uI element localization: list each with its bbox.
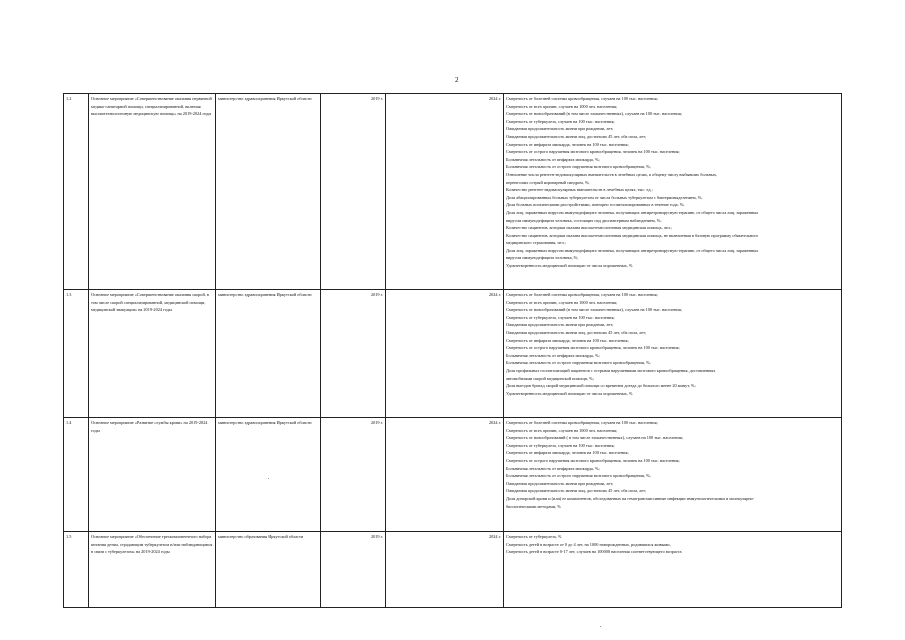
indicator-line: вирусом иммунодефицита человека, состоящих под диспансерным наблюдением, %; [506, 217, 662, 223]
end-year: 2024 г. [386, 94, 504, 290]
indicator-line: Смертность от туберкулеза, случаев на 100 тыс. населения; [506, 442, 615, 448]
indicator-line: Смертность от острого нарушения мозгового кровообращения, человек на 100 тыс. населения; [506, 345, 680, 351]
indicator-line: Больничная летальность от острого нарушения мозгового кровообращения, %; [506, 164, 651, 170]
indicator-line: Смертность детей в возрасте 0-17 лет, случаев на 100000 населения соответствующего возраста [506, 549, 682, 555]
row-number: 1.3 [64, 290, 89, 418]
table-row [64, 290, 842, 418]
row-number: 1.5 [64, 532, 89, 608]
table-row [64, 532, 842, 608]
indicator-line: Удовлетворенность медицинской помощью от числа опрошенных, % [506, 390, 633, 396]
measure-name: Основное мероприятие «Совершенствование оказания первичной медико-санитарной помощи, специализированной, включая высокотехнологичную медицинскую помощь» на 2019-2024 годы [89, 94, 216, 290]
indicator-line: Смертность от болезней системы кровообращения, случаев на 100 тыс. населения; [506, 292, 658, 297]
indicators-cell [504, 532, 842, 608]
indicator-line: Ожидаемая продолжительность жизни при рождении, лет; [506, 126, 614, 132]
indicator-line: Доля профильных госпитализаций пациентов с острыми нарушениями мозгового кровообращения, доставленных [506, 367, 716, 373]
indicator-line: Доля лиц, зараженных вирусом иммунодефицита человека, получающих антиретровирусную терапию, от общего числа лиц, зараженных [506, 247, 759, 253]
indicator-line: Смертность от туберкулеза, случаев на 100 тыс. населения; [506, 118, 615, 124]
indicator-line: Доля донорской крови и (или) ее компонентов, обследованных на гемотрансмиссивные инфекции иммунологическими и молекулярно- [506, 495, 755, 501]
indicator-line: Больничная летальность от острого нарушения мозгового кровообращения, %; [506, 473, 651, 479]
end-year: 2024 г. [386, 418, 504, 532]
measure-name: Основное мероприятие «Развитие службы крови» на 2019-2024 годы [89, 418, 216, 532]
indicator-line: Больничная летальность от инфаркта миокарда, %; [506, 465, 600, 471]
indicator-line: Удовлетворенность медицинской помощью от числа опрошенных, % [506, 263, 633, 269]
indicator-line: Смертность от острого нарушения мозгового кровообращения, человек на 100 тыс. населения; [506, 457, 680, 463]
indicator-line: Смертность от болезней системы кровообращения, случаев на 100 тыс. населения; [506, 420, 658, 425]
indicator-line: Доля лиц, зараженных вирусом иммунодефицита человека, получающих антиретровирусную терапию, от общего числа лиц, зараженных [506, 209, 759, 215]
responsible-executor: министерство здравоохранения Иркутской области [216, 94, 321, 290]
start-year: 2019 г. [321, 94, 386, 290]
indicator-line: перенесших острый коронарный синдром, %; [506, 179, 590, 185]
row-number: 1.4 [64, 418, 89, 532]
indicator-line: Смертность от новообразований (в том числе злокачественных), случаев на 100 тыс. населения; [506, 111, 682, 117]
indicator-line: биологическими методами, % [506, 503, 561, 509]
indicator-line: Доля больных психическими расстройствами, повторно госпитализированных в течение года, %; [506, 202, 685, 208]
indicator-line: Ожидаемая продолжительность жизни лиц, достигших 45 лет, оба пола, лет; [506, 488, 647, 494]
measure-name: Основное мероприятие «Совершенствование оказания скорой, в том числе скорой специализированной, медицинской помощи, медицинской эвакуации» на 2019-2024 годы [89, 290, 216, 418]
indicators-cell [504, 418, 842, 532]
indicator-line: медицинского страхования, чел.; [506, 240, 566, 246]
indicator-line: вирусом иммунодефицита человека, %; [506, 255, 579, 261]
indicator-line: Смертность от инфаркта миокарда, человек на 100 тыс. населения; [506, 450, 629, 456]
indicators-cell [504, 94, 842, 290]
indicator-line: Ожидаемая продолжительность жизни при рождении, лет; [506, 322, 614, 328]
responsible-executor: министерство здравоохранения Иркутской области [216, 290, 321, 418]
measures-table [63, 93, 842, 608]
indicator-line: Смертность детей в возрасте от 0 до 4 лет, на 1000 новорожденных, родившихся живыми, [506, 541, 671, 547]
end-year: 2024 г. [386, 532, 504, 608]
indicator-line: Смертность от острого нарушения мозгового кровообращения, человек на 100 тыс. населения; [506, 149, 680, 155]
start-year: 2019 г. [321, 532, 386, 608]
indicator-line: Количество пациентов, которым оказана высокотехнологичная медицинская помощь, чел.; [506, 225, 673, 231]
indicator-line: Доля выездов бригад скорой медицинской помощи со временем доезда до больного менее 20 минут, %; [506, 383, 696, 389]
measure-name: Основное мероприятие «Обеспечение трехкомпонентного набора питания детям, страдающим туберкулезом и/или наблюдающимся в связи с туберкулезом» на 2019-2024 годы [89, 532, 216, 608]
indicator-line: Отношение числа рентген-эндоваскулярных вмешательств в лечебных целях, к общему числу выбывших больных, [506, 171, 718, 177]
indicator-line: Смертность от всех причин, случаев на 1000 чел. населения; [506, 427, 618, 433]
indicator-line: Количество пациентов, которым оказана высокотехнологичная медицинская помощь, не включенная в базовую программу обязательного [506, 232, 759, 238]
page-number: 2 [455, 76, 459, 84]
row-number: 1.2 [64, 94, 89, 290]
start-year: 2019 г. [321, 290, 386, 418]
indicator-line: Смертность от новообразований (в том числе злокачественных), случаев на 100 тыс. населения; [506, 307, 682, 313]
indicator-line: Количество рентген-эндоваскулярных вмешательств в лечебных целях, тыс. ед.; [506, 187, 653, 193]
start-year: 2019 г. [321, 418, 386, 532]
indicator-line: Больничная летальность от инфаркта миокарда, %; [506, 156, 600, 162]
scan-speck [600, 626, 601, 627]
indicator-line: Смертность от туберкулеза, % [506, 534, 562, 539]
indicator-line: Смертность от всех причин, случаев на 1000 чел. населения; [506, 299, 618, 305]
indicator-line: Смертность от инфаркта миокарда, человек на 100 тыс. населения; [506, 337, 629, 343]
indicator-line: Ожидаемая продолжительность жизни при рождении, лет; [506, 480, 614, 486]
scan-speck [268, 478, 269, 479]
indicator-line: Ожидаемая продолжительность жизни лиц, достигших 45 лет, оба пола, лет; [506, 133, 647, 139]
end-year: 2024 г. [386, 290, 504, 418]
indicator-line: Смертность от туберкулеза, случаев на 100 тыс. населения; [506, 314, 615, 320]
indicator-line: Смертность от всех причин, случаев на 1000 чел. населения; [506, 103, 618, 109]
indicator-line: Ожидаемая продолжительность жизни лиц, достигших 45 лет, оба пола, лет; [506, 329, 647, 335]
indicators-cell [504, 290, 842, 418]
indicator-line: автомобилями скорой медицинской помощи, %; [506, 375, 594, 381]
indicator-line: Больничная летальность от острого нарушения мозгового кровообращения, %; [506, 360, 651, 366]
table-row [64, 94, 842, 290]
table-row [64, 418, 842, 532]
indicator-line: Смертность от новообразований ( в том числе злокачественных), случаев на 100 тыс. населения; [506, 435, 683, 441]
indicator-line: Доля абациллированных больных туберкулезом от числа больных туберкулезом с бактериовыделением, %; [506, 194, 703, 200]
responsible-executor: министерство здравоохранения Иркутской области [216, 418, 321, 532]
indicator-line: Смертность от болезней системы кровообращения, случаев на 100 тыс. населения; [506, 96, 658, 101]
responsible-executor: министерство образования Иркутской области [216, 532, 321, 608]
indicator-line: Больничная летальность от инфаркта миокарда, %; [506, 352, 600, 358]
indicator-line: Смертность от инфаркта миокарда, человек на 100 тыс. населения; [506, 141, 629, 147]
